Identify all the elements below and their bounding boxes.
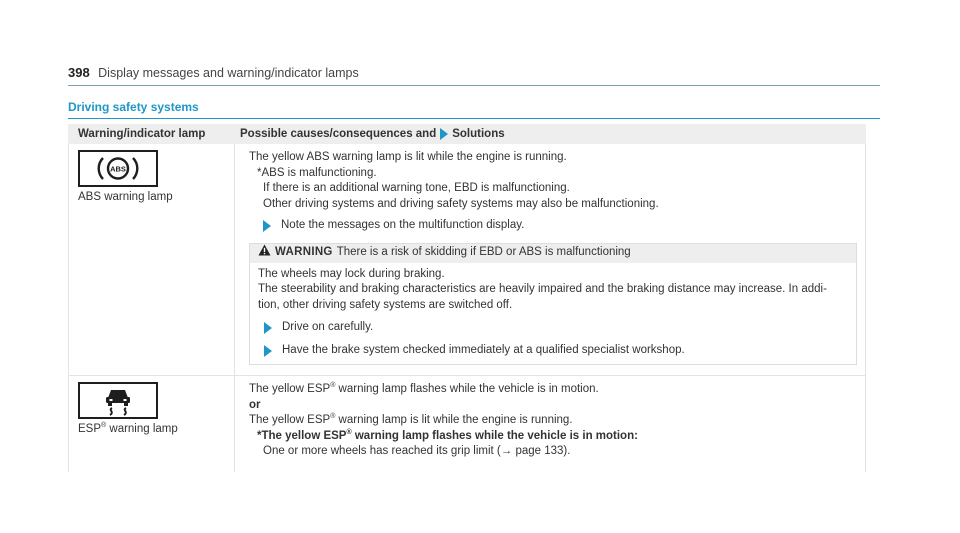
warning-body-1: The wheels may lock during braking. [258, 267, 445, 280]
step-text: Note the messages on the multifunction display. [281, 219, 525, 231]
esp-warning-lamp-icon [78, 382, 158, 419]
abs-warning-lamp-icon [78, 150, 158, 187]
esp-line-2: The yellow ESP® warning lamp is lit while the engine is running. [249, 413, 573, 426]
esp-line-1: The yellow ESP® warning lamp flashes while the vehicle is in motion. [249, 382, 599, 395]
column-header-lamp: Warning/indicator lamp [78, 128, 206, 140]
warning-step [258, 343, 848, 359]
abs-line-4: Other driving systems and driving safety systems may also be malfunctioning. [263, 197, 659, 210]
abs-line-2: *ABS is malfunctioning. [257, 166, 377, 179]
play-triangle-icon [264, 345, 272, 357]
warning-body [250, 263, 856, 365]
warning-step [258, 320, 848, 336]
warning-triangle-icon [258, 244, 271, 262]
page-number: 398 [68, 65, 90, 80]
esp-line-4: One or more wheels has reached its grip limit (→ page 133). [263, 445, 571, 457]
esp-line-3: *The yellow ESP® warning lamp flashes while the vehicle is in motion: [257, 428, 638, 442]
warning-title: WARNING [275, 246, 333, 259]
step-text: Have the brake system checked immediately at a qualified specialist workshop. [282, 343, 685, 356]
column-header-causes-prefix: Possible causes/consequences and [240, 128, 437, 140]
causes-cell [235, 376, 865, 472]
play-triangle-icon [264, 322, 272, 334]
abs-icon-text: ABS [110, 164, 126, 174]
warning-body-2: The steerability and braking characteristics are heavily impaired and the braking distance may increase. In addi-tion, other driving safety systems are switched off. [258, 283, 827, 311]
warning-header [250, 244, 856, 263]
column-header-causes [234, 128, 505, 140]
section-title: Driving safety systems [68, 100, 199, 114]
lamp-cell [69, 144, 235, 375]
solution-step [249, 218, 857, 234]
abs-line-3: If there is an additional warning tone, EBD is malfunctioning. [263, 182, 570, 194]
page-title: Display messages and warning/indicator lamps [98, 66, 359, 80]
section-divider [68, 118, 880, 119]
esp-or: or [249, 398, 261, 411]
abs-line-1: The yellow ABS warning lamp is lit while the engine is running. [249, 151, 567, 163]
play-triangle-icon [440, 128, 448, 140]
causes-cell [235, 144, 865, 375]
lamp-cell [69, 376, 235, 472]
lamp-label: ESP® warning lamp [78, 422, 178, 435]
step-text: Drive on carefully. [282, 321, 374, 333]
page-header [68, 64, 880, 86]
lamp-table [68, 124, 866, 472]
lamp-label: ABS warning lamp [78, 191, 173, 203]
column-header-causes-suffix: Solutions [452, 128, 505, 140]
table-header [68, 124, 866, 144]
table-row-abs [68, 144, 866, 376]
table-row-esp [68, 376, 866, 472]
warning-box [249, 243, 857, 366]
play-triangle-icon [263, 220, 271, 232]
warning-title-text: There is a risk of skidding if EBD or ABS is malfunctioning [336, 246, 631, 259]
